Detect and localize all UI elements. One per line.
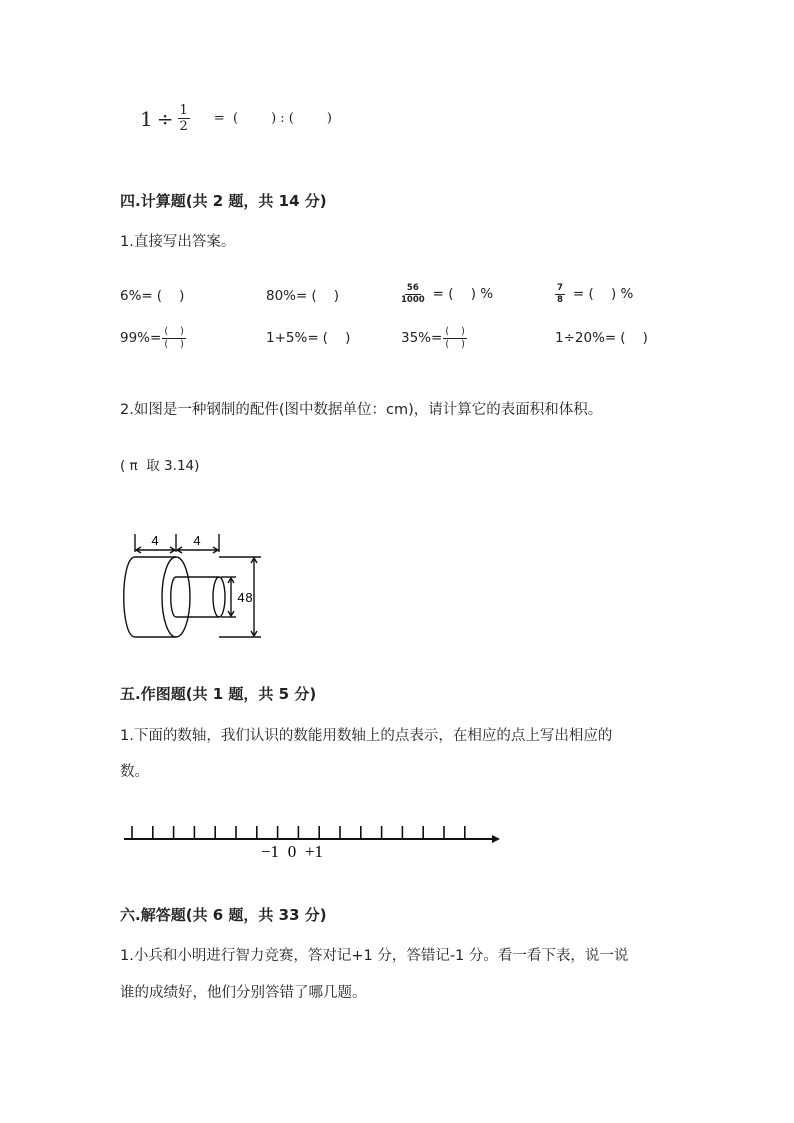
- label-plus-1: +1: [304, 842, 324, 861]
- number-line: [120, 820, 505, 862]
- calc-item-5-den: ( ): [164, 338, 184, 350]
- s5-q1-line2: 数。: [120, 764, 149, 780]
- s4-q2-prompt: 2.如图是一种钢制的配件(图中数据单位：cm)，请计算它的表面积和体积。: [120, 402, 603, 418]
- calc-item-1-answer: ( ): [156, 288, 185, 304]
- calc-item-6: [266, 330, 350, 346]
- calc-item-3-answer: = ( ) %: [432, 286, 494, 302]
- eq-frac-num: 1: [179, 103, 188, 118]
- eq-rhs: = ( ) : ( ): [213, 111, 332, 126]
- calc-item-7-num: ( ): [445, 326, 465, 337]
- label-minus-1: −1: [260, 842, 280, 861]
- eq-fraction: [178, 104, 190, 133]
- calc-item-8: [555, 330, 648, 346]
- calc-item-6-answer: ( ): [322, 330, 351, 346]
- calc-item-7-fraction: [443, 327, 467, 349]
- calc-item-4-den: 8: [557, 294, 563, 305]
- s4-q1-prompt: 1.直接写出答案。: [120, 234, 236, 250]
- dim-label-inner: 4: [237, 590, 245, 605]
- calc-item-6-lhs: 1+5%=: [266, 330, 319, 346]
- calc-item-5: [120, 327, 186, 349]
- calc-item-2: [266, 288, 339, 304]
- section5-heading: 五.作图题(共 1 题，共 5 分): [120, 685, 317, 703]
- eq-divide-symbol: ÷: [156, 106, 174, 131]
- calc-item-1: [120, 288, 184, 304]
- number-line-arrow: [492, 835, 500, 843]
- dim-label-outer: 8: [245, 590, 253, 605]
- calc-item-5-lhs: 99%=: [120, 330, 162, 346]
- calc-item-3-fraction: [401, 284, 425, 304]
- calc-item-4-num: 7: [557, 283, 563, 293]
- calc-item-2-answer: ( ): [311, 288, 340, 304]
- s5-q1-line1: 1.下面的数轴，我们认识的数能用数轴上的点表示，在相应的点上写出相应的: [120, 728, 613, 744]
- calc-item-7-den: ( ): [445, 338, 465, 350]
- dim-label-left: 4: [151, 533, 159, 548]
- calc-item-3: [401, 284, 493, 304]
- calc-item-3-num: 56: [406, 283, 419, 293]
- calc-item-7: [401, 327, 467, 349]
- calc-item-7-lhs: 35%=: [401, 330, 443, 346]
- calc-item-8-lhs: 1÷20%=: [555, 330, 617, 346]
- eq-whole: 1: [140, 106, 153, 131]
- calc-item-8-answer: ( ): [620, 330, 648, 346]
- calc-item-4-answer: = ( ) %: [572, 286, 634, 302]
- s6-q1-line2: 谁的成绩好，他们分别答错了哪几题。: [120, 985, 367, 1001]
- section6-heading: 六.解答题(共 6 题，共 33 分): [120, 906, 327, 924]
- section4-heading: 四.计算题(共 2 题，共 14 分): [120, 192, 327, 210]
- calc-item-3-den: 1000: [401, 294, 425, 305]
- top-equation: [140, 104, 332, 133]
- s4-q2-note: ( π 取 3.14): [120, 458, 200, 474]
- calc-item-5-num: ( ): [164, 326, 184, 337]
- steel-part-figure: [118, 528, 268, 644]
- eq-frac-den: 2: [179, 119, 188, 134]
- calc-item-2-lhs: 80%=: [266, 288, 308, 304]
- s6-q1-line1: 1.小兵和小明进行智力竞赛，答对记+1 分，答错记-1 分。看一看下表，说一说: [120, 948, 629, 964]
- calc-item-4-fraction: [555, 284, 565, 304]
- label-zero: 0: [287, 842, 297, 861]
- calc-item-1-lhs: 6%=: [120, 288, 153, 304]
- calc-item-4: [555, 284, 633, 304]
- dim-label-right: 4: [193, 533, 201, 548]
- calc-item-5-fraction: [162, 327, 186, 349]
